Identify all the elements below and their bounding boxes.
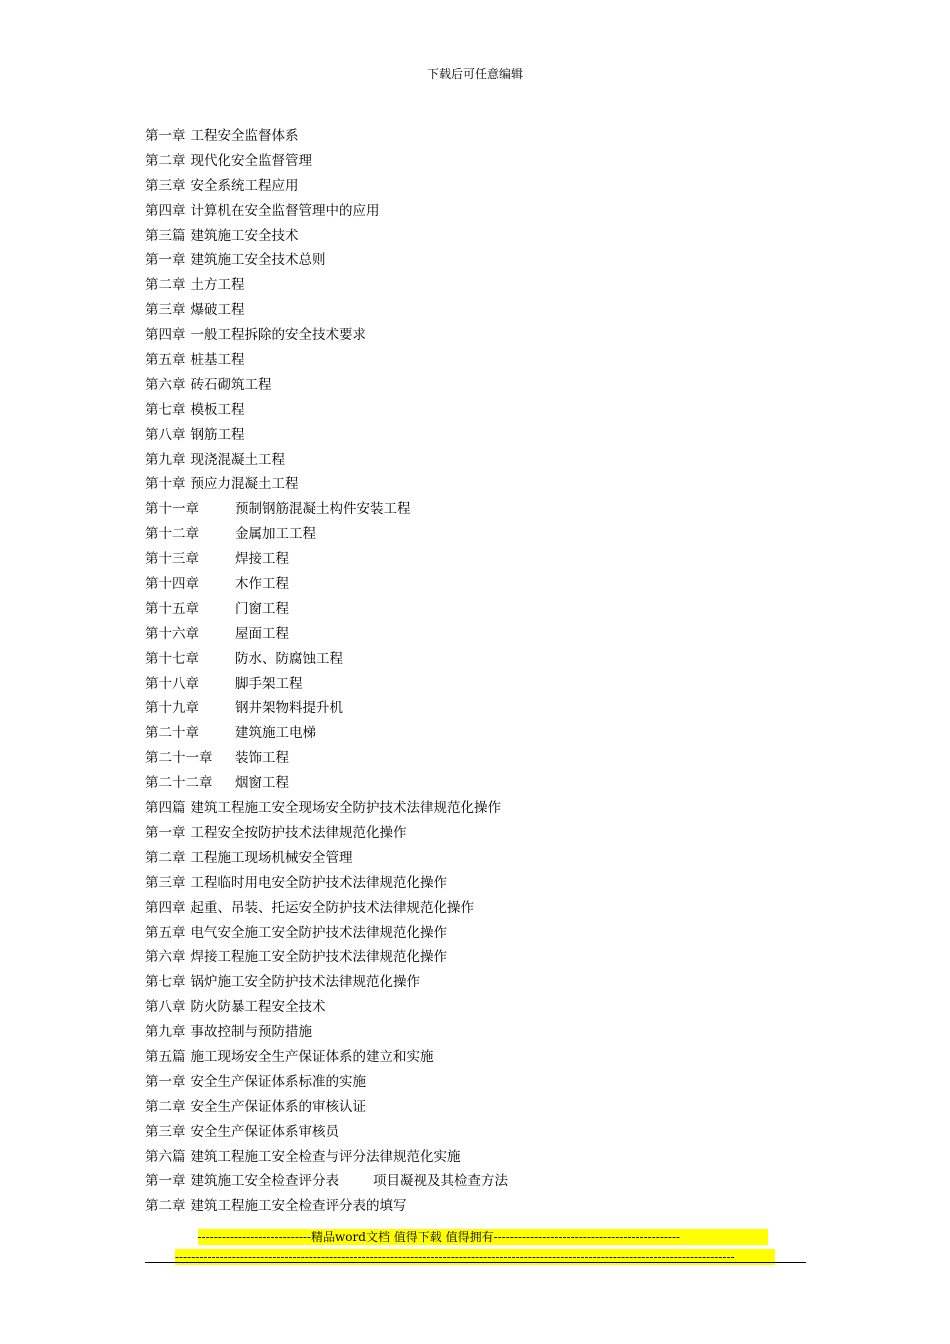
toc-entry-title: 建筑工程施工安全检查与评分法律规范化实施 bbox=[190, 1148, 461, 1165]
toc-entry-number: 第七章 bbox=[145, 401, 186, 418]
toc-entry-title: 屋面工程 bbox=[235, 625, 289, 642]
toc-entry-number: 第十九章 bbox=[145, 700, 199, 717]
toc-entry-number: 第十八章 bbox=[145, 675, 199, 692]
toc-entry-title: 起重、吊装、托运安全防护技术法律规范化操作 bbox=[190, 899, 474, 916]
toc-entry-number: 第十三章 bbox=[145, 551, 199, 568]
toc-entry-number: 第二章 bbox=[145, 849, 186, 866]
toc-entry-number: 第二章 bbox=[145, 277, 186, 294]
toc-entry-number: 第三章 bbox=[145, 1123, 186, 1140]
toc-entry-title: 工程安全按防护技术法律规范化操作 bbox=[190, 824, 407, 841]
toc-entry-extra: 项目凝视及其检查方法 bbox=[373, 1173, 508, 1190]
toc-entry bbox=[145, 224, 805, 249]
toc-entry-number: 第四章 bbox=[145, 327, 186, 344]
toc-entry-title: 门窗工程 bbox=[235, 600, 289, 617]
toc-entry-number: 第三章 bbox=[145, 177, 186, 194]
toc-entry-number: 第一章 bbox=[145, 824, 186, 841]
toc-entry bbox=[145, 622, 805, 647]
toc-entry-title: 预应力混凝土工程 bbox=[190, 476, 299, 493]
toc-entry-title: 安全生产保证体系审核员 bbox=[190, 1123, 339, 1140]
toc-entry-number: 第八章 bbox=[145, 426, 186, 443]
toc-entry-number: 第一章 bbox=[145, 252, 186, 269]
toc-entry bbox=[145, 921, 805, 946]
toc-entry-number: 第二十二章 bbox=[145, 775, 213, 792]
footer-banner-line-1: ----------------------------精品word文档 值得下载 值得拥有---------------------------------------------- bbox=[198, 1229, 768, 1245]
toc-entry-title: 安全系统工程应用 bbox=[190, 177, 299, 194]
toc-entry bbox=[145, 1120, 805, 1145]
toc-entry bbox=[145, 1145, 805, 1170]
toc-entry bbox=[145, 1020, 805, 1045]
toc-entry-title: 钢井架物料提升机 bbox=[235, 700, 343, 717]
toc-entry-title: 建筑施工电梯 bbox=[235, 725, 316, 742]
toc-entry bbox=[145, 199, 805, 224]
toc-entry bbox=[145, 373, 805, 398]
toc-entry-title: 桩基工程 bbox=[190, 352, 245, 369]
toc-entry-number: 第十七章 bbox=[145, 650, 199, 667]
toc-entry-title: 焊接工程 bbox=[235, 551, 289, 568]
toc-entry-title: 现浇混凝土工程 bbox=[190, 451, 285, 468]
toc-entry-title: 工程安全监督体系 bbox=[190, 128, 299, 144]
toc-entry-title: 安全生产保证体系标准的实施 bbox=[190, 1073, 366, 1090]
toc-entry-title: 工程临时用电安全防护技术法律规范化操作 bbox=[190, 874, 447, 891]
toc-entry bbox=[145, 547, 805, 572]
toc-entry bbox=[145, 124, 805, 149]
toc-entry-title: 电气安全施工安全防护技术法律规范化操作 bbox=[190, 924, 447, 941]
toc-entry bbox=[145, 1070, 805, 1095]
toc-entry bbox=[145, 696, 805, 721]
toc-entry-number: 第四章 bbox=[145, 202, 186, 219]
toc-entry bbox=[145, 323, 805, 348]
toc-entry bbox=[145, 796, 805, 821]
footer-banner-line-2: ------------------------------------------------------------------------------------------------------------------------------------------ bbox=[175, 1249, 775, 1265]
toc-entry-number: 第六篇 bbox=[145, 1148, 186, 1165]
toc-entry-number: 第二十一章 bbox=[145, 750, 213, 767]
toc-entry bbox=[145, 448, 805, 473]
toc-entry-number: 第二章 bbox=[145, 1098, 186, 1115]
toc-entry bbox=[145, 771, 805, 796]
table-of-contents bbox=[145, 124, 805, 1219]
toc-entry-title: 现代化安全监督管理 bbox=[190, 152, 312, 169]
footer-divider bbox=[145, 1262, 806, 1263]
toc-entry bbox=[145, 298, 805, 323]
toc-entry-title: 模板工程 bbox=[190, 401, 245, 418]
toc-entry-title: 建筑施工安全技术总则 bbox=[190, 252, 326, 269]
toc-entry-number: 第十章 bbox=[145, 476, 186, 493]
toc-entry-number: 第四章 bbox=[145, 899, 186, 916]
toc-entry bbox=[145, 672, 805, 697]
toc-entry-title: 装饰工程 bbox=[235, 750, 289, 767]
toc-entry-number: 第十二章 bbox=[145, 526, 199, 543]
toc-entry-title: 建筑施工安全技术 bbox=[190, 227, 299, 244]
toc-entry-number: 第二章 bbox=[145, 1198, 186, 1215]
toc-entry bbox=[145, 846, 805, 871]
toc-entry-number: 第五篇 bbox=[145, 1048, 186, 1065]
toc-entry-number: 第六章 bbox=[145, 376, 186, 393]
toc-entry-number: 第十六章 bbox=[145, 625, 199, 642]
toc-entry bbox=[145, 1194, 805, 1219]
toc-entry-title: 钢筋工程 bbox=[190, 426, 245, 443]
toc-entry bbox=[145, 398, 805, 423]
toc-entry-title: 事故控制与预防措施 bbox=[190, 1024, 312, 1041]
toc-entry bbox=[145, 248, 805, 273]
toc-entry-number: 第十一章 bbox=[145, 501, 199, 518]
toc-entry-title: 焊接工程施工安全防护技术法律规范化操作 bbox=[190, 949, 447, 966]
toc-entry-number: 第四篇 bbox=[145, 800, 186, 817]
toc-entry bbox=[145, 721, 805, 746]
toc-entry bbox=[145, 273, 805, 298]
toc-entry-title: 防水、防腐蚀工程 bbox=[235, 650, 343, 667]
toc-entry-number: 第二十章 bbox=[145, 725, 199, 742]
toc-entry-title: 脚手架工程 bbox=[235, 675, 303, 692]
toc-entry-number: 第三篇 bbox=[145, 227, 186, 244]
toc-entry-number: 第五章 bbox=[145, 352, 186, 369]
toc-entry bbox=[145, 995, 805, 1020]
toc-entry bbox=[145, 149, 805, 174]
toc-entry-title: 防火防暴工程安全技术 bbox=[190, 999, 326, 1016]
toc-entry-title: 工程施工现场机械安全管理 bbox=[190, 849, 353, 866]
toc-entry bbox=[145, 174, 805, 199]
toc-entry bbox=[145, 746, 805, 771]
toc-entry-title: 木作工程 bbox=[235, 576, 289, 593]
toc-entry-title: 锅炉施工安全防护技术法律规范化操作 bbox=[190, 974, 420, 991]
toc-entry-number: 第七章 bbox=[145, 974, 186, 991]
toc-entry-title: 建筑工程施工安全现场安全防护技术法律规范化操作 bbox=[190, 800, 501, 817]
toc-entry-number: 第三章 bbox=[145, 874, 186, 891]
toc-entry bbox=[145, 522, 805, 547]
toc-entry-title: 土方工程 bbox=[190, 277, 245, 294]
toc-entry bbox=[145, 1045, 805, 1070]
toc-entry-number: 第三章 bbox=[145, 302, 186, 319]
toc-entry-title: 一般工程拆除的安全技术要求 bbox=[190, 327, 366, 344]
toc-entry-number: 第五章 bbox=[145, 924, 186, 941]
toc-entry bbox=[145, 497, 805, 522]
toc-entry-title: 建筑施工安全检查评分表 bbox=[190, 1173, 339, 1190]
toc-entry-number: 第二章 bbox=[145, 152, 186, 169]
toc-entry bbox=[145, 945, 805, 970]
toc-entry bbox=[145, 647, 805, 672]
toc-entry bbox=[145, 1169, 805, 1194]
toc-entry bbox=[145, 597, 805, 622]
toc-entry bbox=[145, 970, 805, 995]
toc-entry bbox=[145, 871, 805, 896]
toc-entry-number: 第一章 bbox=[145, 128, 186, 144]
toc-entry-number: 第十五章 bbox=[145, 600, 199, 617]
toc-entry-title: 烟窗工程 bbox=[235, 775, 289, 792]
toc-entry bbox=[145, 348, 805, 373]
toc-entry-number: 第九章 bbox=[145, 1024, 186, 1041]
toc-entry bbox=[145, 572, 805, 597]
toc-entry-number: 第九章 bbox=[145, 451, 186, 468]
toc-entry-title: 计算机在安全监督管理中的应用 bbox=[190, 202, 380, 219]
toc-entry-title: 安全生产保证体系的审核认证 bbox=[190, 1098, 366, 1115]
toc-entry-title: 施工现场安全生产保证体系的建立和实施 bbox=[190, 1048, 434, 1065]
toc-entry-title: 建筑工程施工安全检查评分表的填写 bbox=[190, 1198, 407, 1215]
toc-entry-number: 第十四章 bbox=[145, 576, 199, 593]
toc-entry-title: 预制钢筋混凝土构件安装工程 bbox=[235, 501, 411, 518]
toc-entry-number: 第一章 bbox=[145, 1173, 186, 1190]
page-header: 下载后可任意编辑 bbox=[426, 67, 523, 81]
toc-entry-number: 第一章 bbox=[145, 1073, 186, 1090]
toc-entry bbox=[145, 1095, 805, 1120]
toc-entry-title: 爆破工程 bbox=[190, 302, 245, 319]
toc-entry-title: 金属加工工程 bbox=[235, 526, 316, 543]
toc-entry bbox=[145, 472, 805, 497]
page-footer bbox=[175, 1229, 775, 1269]
toc-entry-number: 第八章 bbox=[145, 999, 186, 1016]
toc-entry bbox=[145, 821, 805, 846]
toc-entry-number: 第六章 bbox=[145, 949, 186, 966]
toc-entry bbox=[145, 896, 805, 921]
toc-entry-title: 砖石砌筑工程 bbox=[190, 376, 272, 393]
toc-entry bbox=[145, 423, 805, 448]
